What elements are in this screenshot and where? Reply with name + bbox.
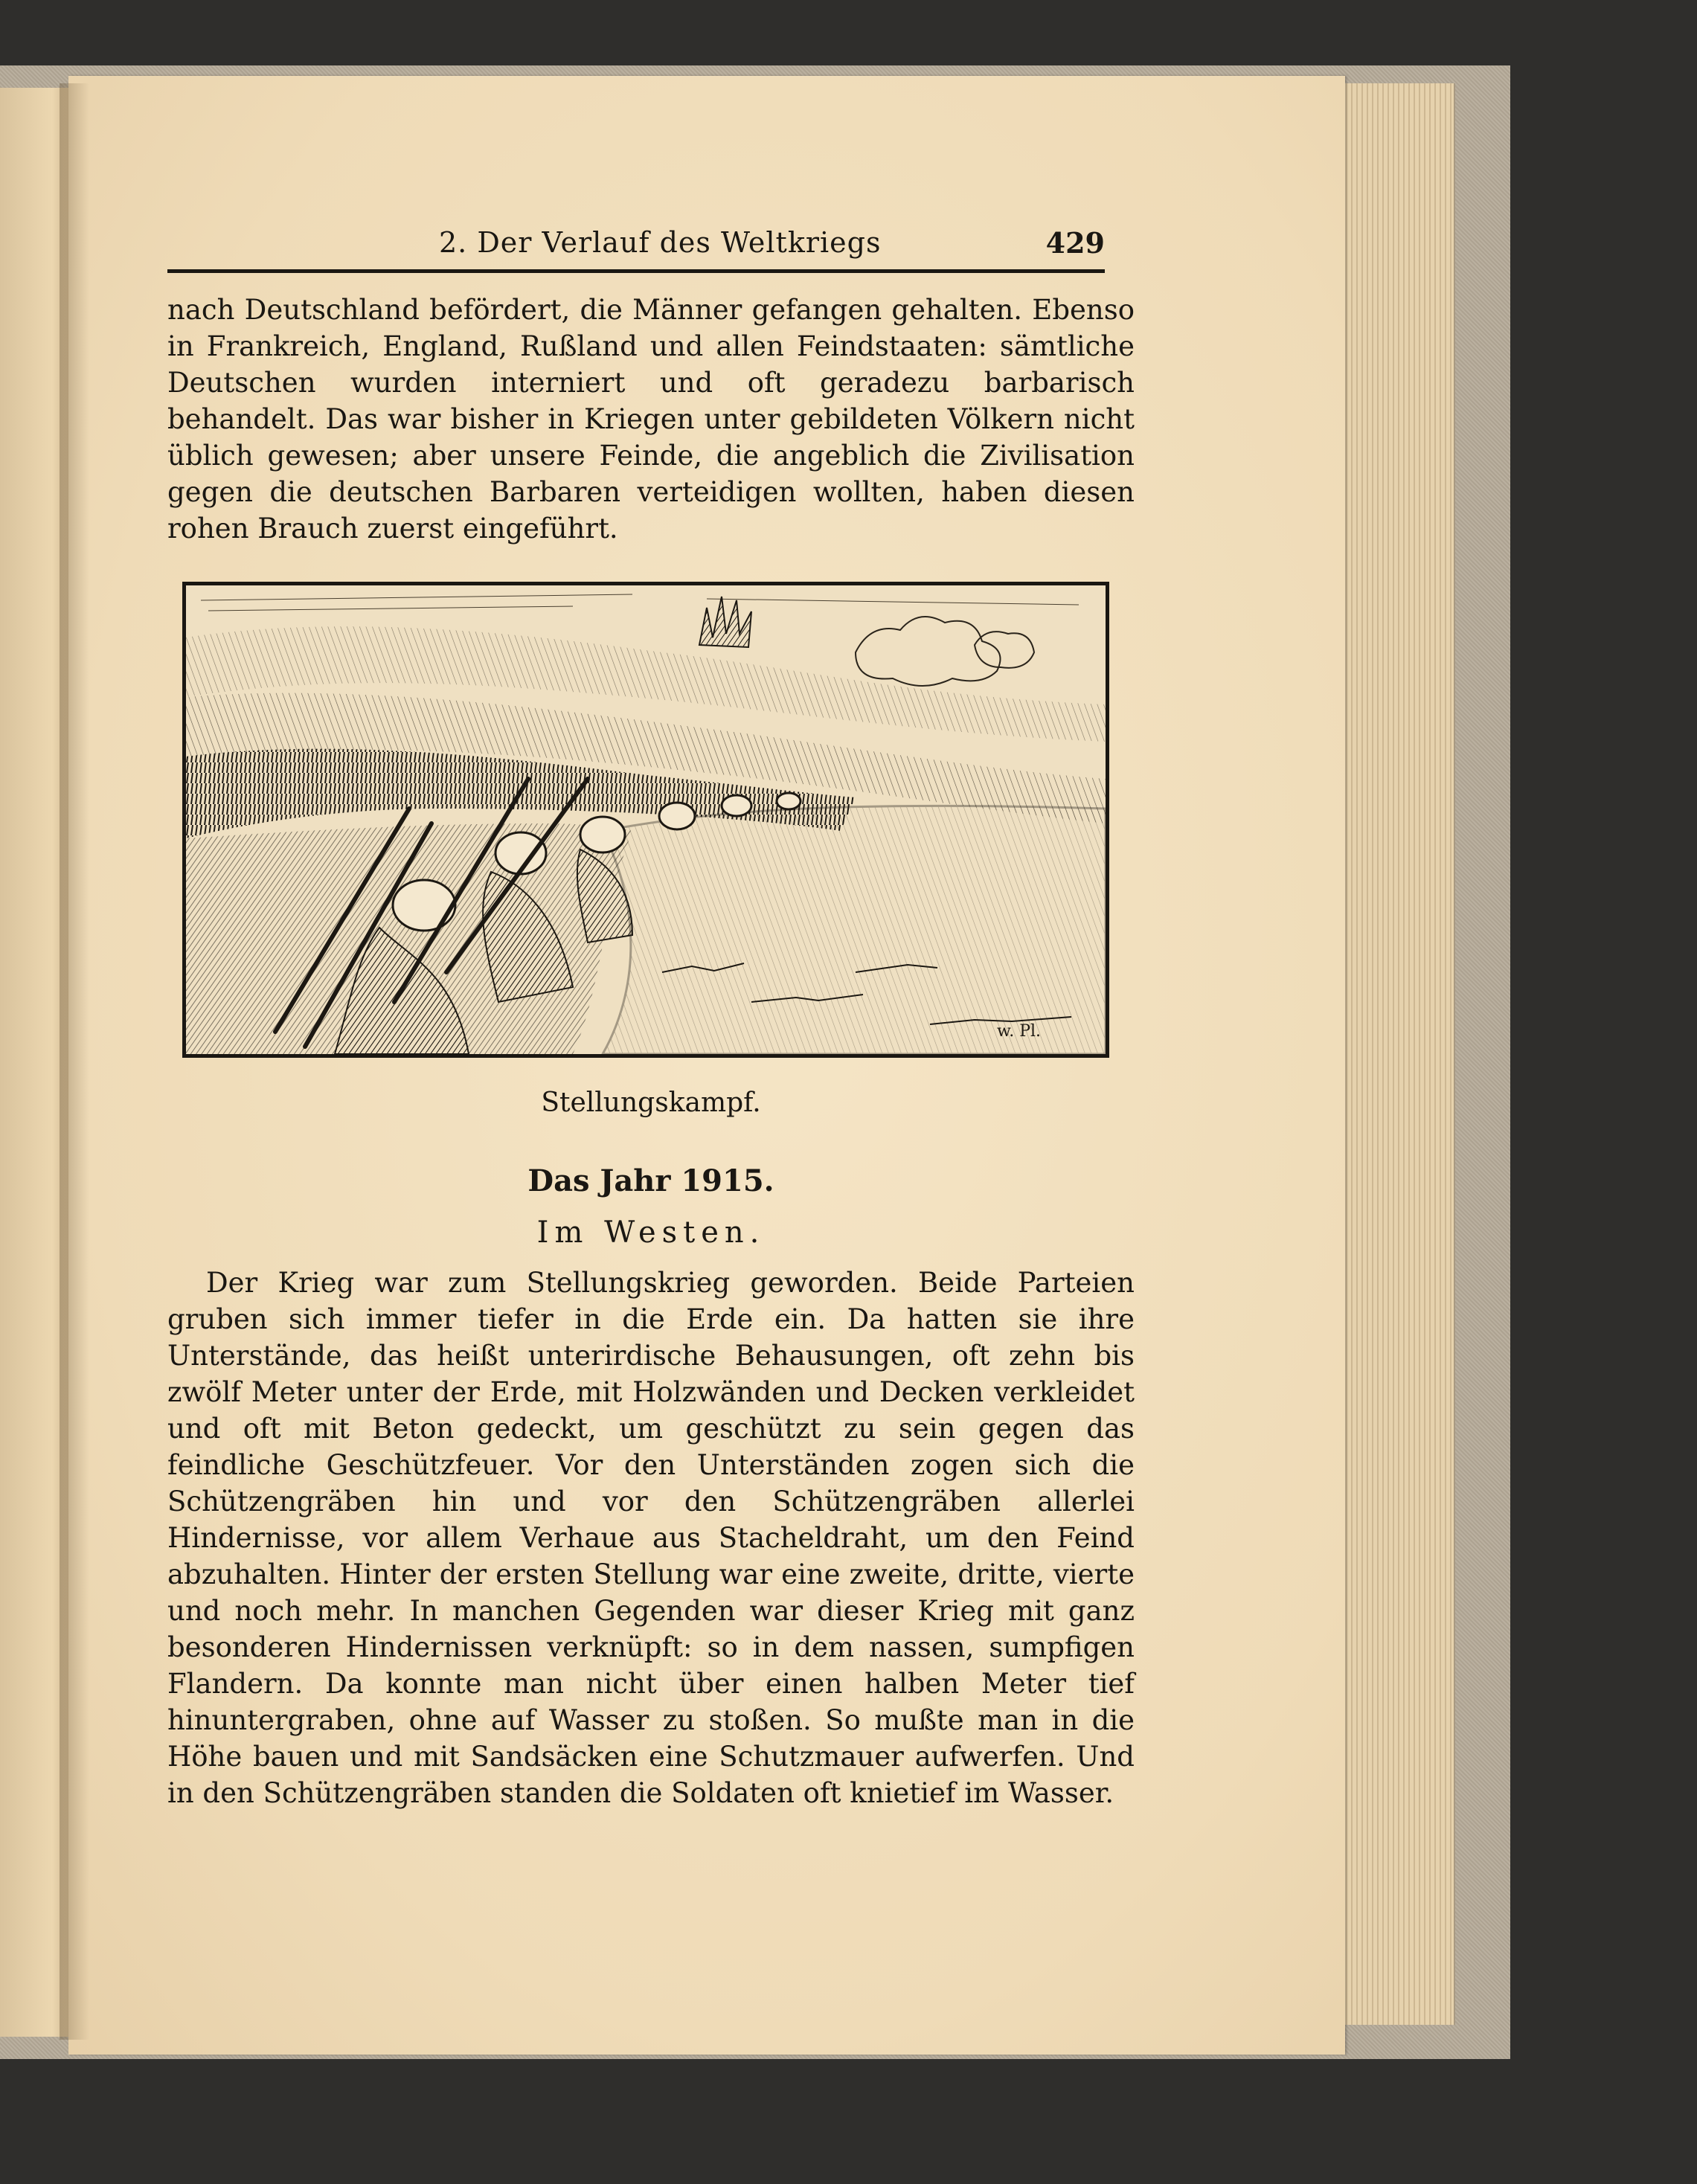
figure-caption: Stellungskampf. — [541, 1088, 761, 1118]
trench-wall — [603, 806, 1106, 1054]
intro-paragraph — [167, 292, 1135, 547]
page-stack-edges — [1342, 83, 1455, 2025]
intro-paragraph-text: nach Deutschland befördert, die Männer gefangen gehalten. Ebenso in Frankreich, England, Rußland und allen Feindstaaten: sämtliche Deutschen wurden interniert und oft geradezu barbarisch behandelt. Das war bisher in Kriegen unter gebildeten Völkern nicht üblich gewesen; aber unsere Feinde, die angeblich die Zivilisation gegen die deutschen Barbaren verteidigen wollten, haben diesen rohen Brauch zuerst eingeführt. — [167, 294, 1135, 545]
section-heading: Das Jahr 1915. — [527, 1163, 774, 1198]
main-paragraph — [167, 1265, 1135, 1811]
chapter-title: 2. Der Verlauf des Weltkriegs — [439, 226, 882, 259]
running-header — [167, 223, 1105, 273]
book-gutter — [60, 83, 89, 2040]
trench-drawing — [186, 585, 1106, 1054]
trench-illustration — [182, 582, 1109, 1058]
artist-signature: w. Pl. — [997, 1022, 1042, 1041]
subsection-heading: Im Westen. — [536, 1215, 766, 1250]
main-paragraph-text: Der Krieg war zum Stellungskrieg geworden. Beide Parteien gruben sich immer tiefer in die Erde ein. Da hatten sie ihre Unterstände, das heißt unterirdische Behausungen, oft zehn bis zwölf Meter unter der Erde, mit Holzwänden und Decken verkleidet und oft mit Beton gedeckt, um geschützt zu sein gegen das feindliche Geschützfeuer. Vor den Unterständen zogen sich die Schützengräben hin und vor den Schützengräben allerlei Hindernisse, vor allem Verhaue aus Stacheldraht, um den Feind abzuhalten. Hinter der ersten Stellung war eine zweite, dritte, vierte und noch mehr. In manchen Gegenden war dieser Krieg mit ganz besonderen Hindernissen verknüpft: so in dem nassen, sumpfigen Flandern. Da konnte man nicht über einen halben Meter tief hinuntergraben, ohne auf Wasser zu stoßen. So mußte man in die Höhe bauen und mit Sandsäcken eine Schutzmauer aufwerfen. Und in den Schützengräben standen die Soldaten oft knietief im Wasser. — [167, 1267, 1135, 1809]
page-number: 429 — [1045, 226, 1105, 260]
